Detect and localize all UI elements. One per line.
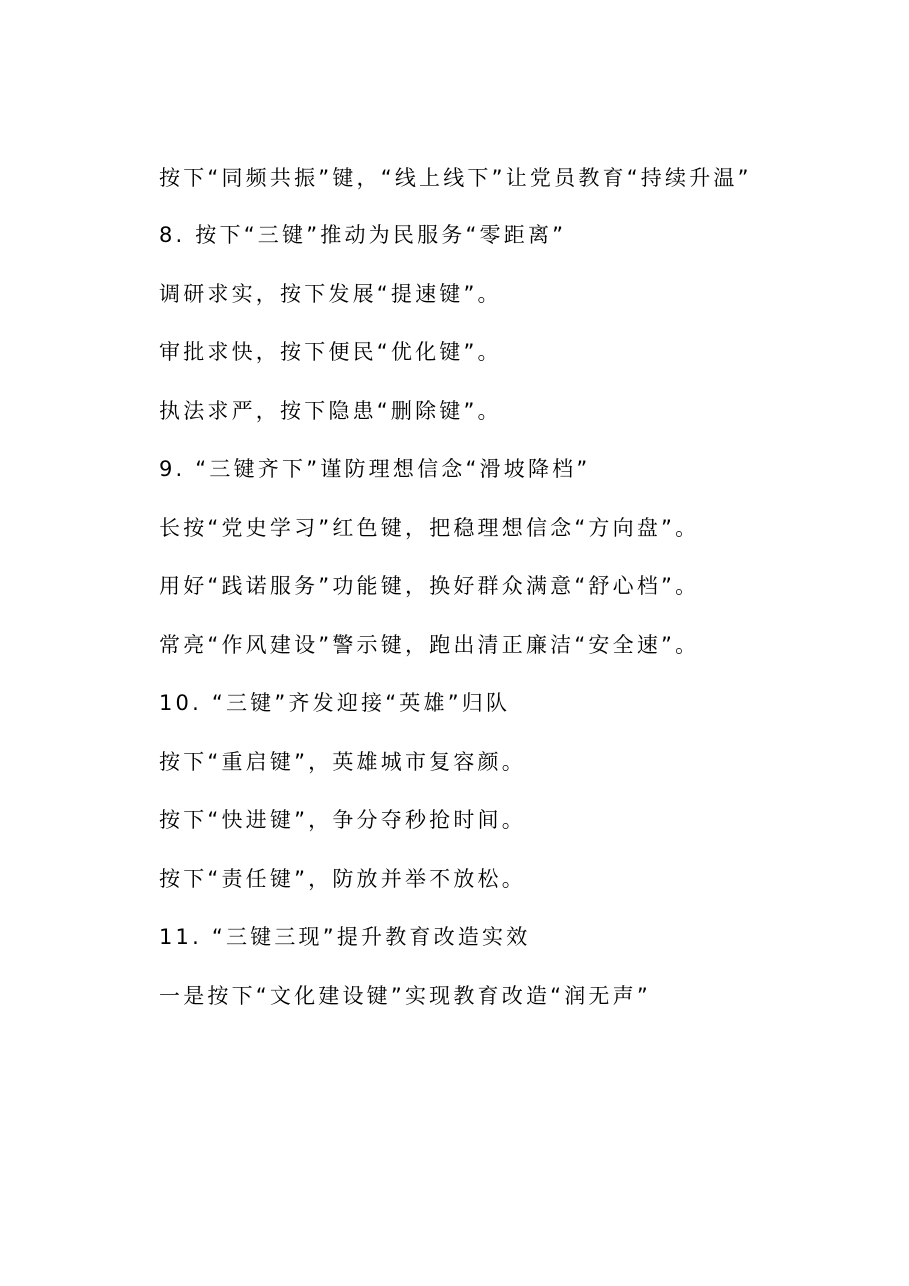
paragraph-research: 调研求实，按下发展“提速键”。 — [159, 281, 502, 306]
heading-8: 8. 按下“三键”推动为民服务“零距离” — [159, 223, 567, 247]
paragraph-restart: 按下“重启键”，英雄城市复容颜。 — [159, 749, 526, 774]
paragraph-responsibility: 按下“责任键”，防放并举不放松。 — [159, 866, 526, 891]
heading-11: 11. “三键三现”提升教育改造实效 — [159, 925, 531, 949]
paragraph-service: 用好“践诺服务”功能键，换好群众满意“舒心档”。 — [159, 574, 700, 598]
paragraph-1: 按下“同频共振”键，“线上线下”让党员教育“持续升温” — [159, 166, 752, 190]
paragraph-approval: 审批求快，按下便民“优化键”。 — [159, 340, 502, 364]
heading-9: 9. “三键齐下”谨防理想信念“滑坡降档” — [159, 457, 591, 481]
paragraph-culture: 一是按下“文化建设键”实现教育改造“润无声” — [159, 983, 651, 1008]
paragraph-enforcement: 执法求严，按下隐患“删除键”。 — [159, 398, 502, 423]
paragraph-party-history: 长按“党史学习”红色键，把稳理想信念“方向盘”。 — [159, 515, 700, 540]
document-body — [110, 162, 800, 1040]
paragraph-conduct: 常亮“作风建设”警示键，跑出清正廉洁“安全速”。 — [159, 632, 700, 657]
heading-10: 10. “三键”齐发迎接“英雄”归队 — [159, 691, 511, 715]
paragraph-fast-forward: 按下“快进键”，争分夺秒抢时间。 — [159, 808, 526, 832]
